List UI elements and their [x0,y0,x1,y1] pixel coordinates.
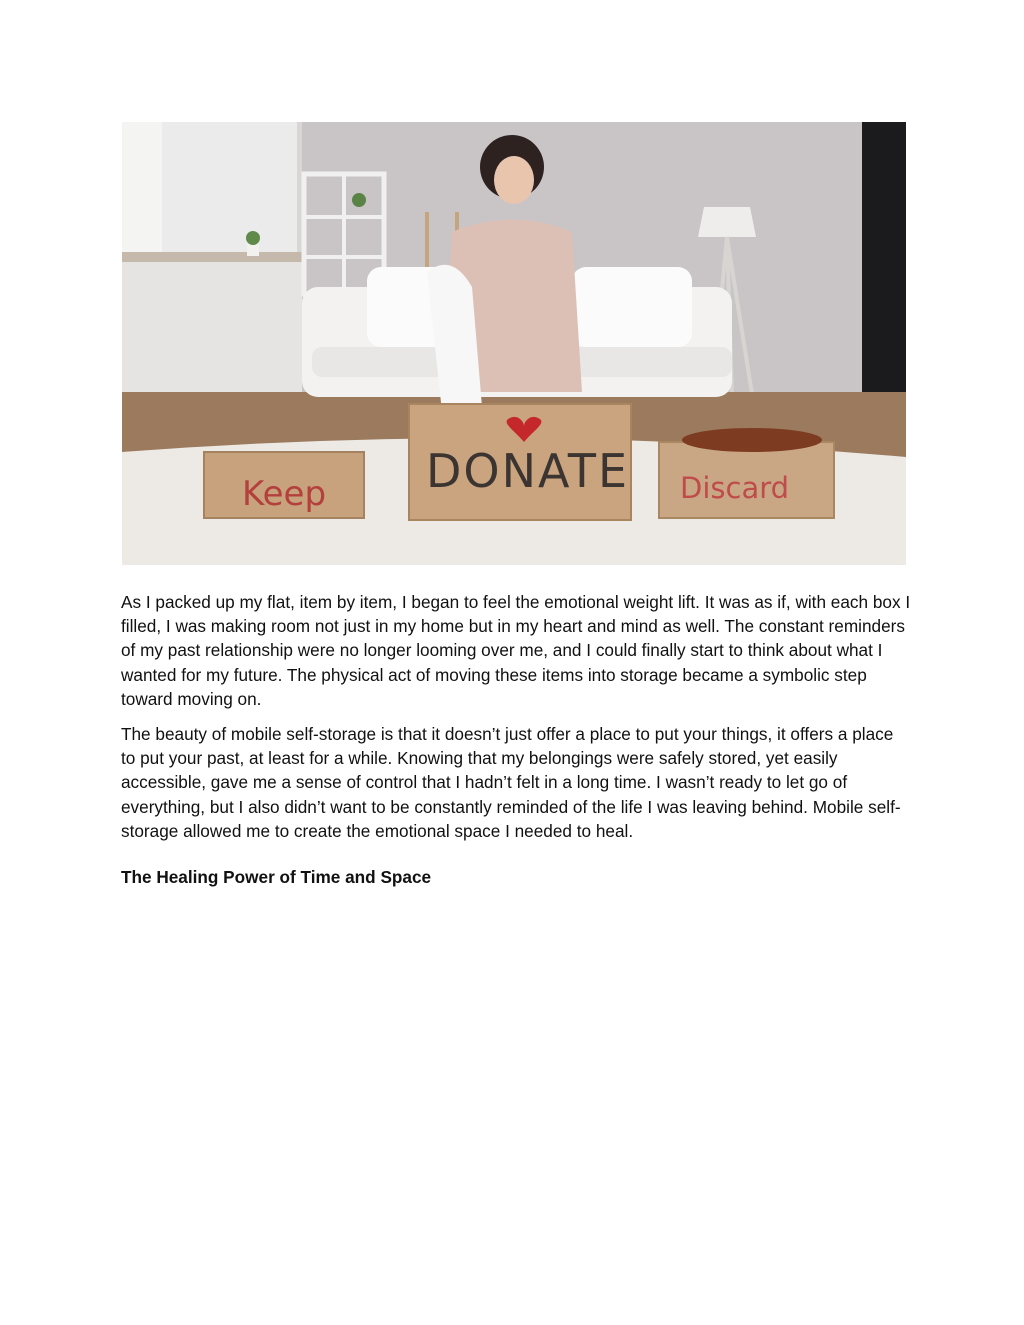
shelf-plant [352,193,366,207]
photo-illustration [122,122,906,565]
window [122,122,162,252]
section-heading: The Healing Power of Time and Space [121,867,432,888]
clothes-in-box [682,428,822,452]
lamp-shade [698,207,756,237]
paragraph-packing: As I packed up my flat, item by item, I began to feel the emotional weight lift. It was as if, with each box I filled, I was making room not just in my home but in my heart and mind as well. The constant reminders of my past relationship were no longer looming over me, and I could finally start to think about what I wanted for my future. The physical act of moving these items into storage became a symbolic step toward moving on. [121,592,911,709]
keep-box-label: Keep [242,474,327,514]
plant [246,231,260,245]
paragraph-mobile-storage: The beauty of mobile self-storage is that it doesn’t just offer a place to put your things, it offers a place to put your past, at least for a while. Knowing that my belongings were safely stored, yet easily accessible, gave me a sense of control that I hadn’t felt in a long time. I wasn’t ready to let go of everything, but I also didn’t want to be constantly reminded of the life I was leaving behind. Mobile self-storage allowed me to create the emotional space I needed to heal. [121,724,901,841]
dark-door [862,122,906,412]
sofa-cushion-right [572,267,692,347]
article-body [121,590,911,889]
donate-box-label: DONATE [426,444,630,498]
woman-face [494,156,534,204]
photo-woman-sorting-boxes [122,122,906,565]
discard-box-label: Discard [680,471,790,505]
window-sill [122,252,302,262]
